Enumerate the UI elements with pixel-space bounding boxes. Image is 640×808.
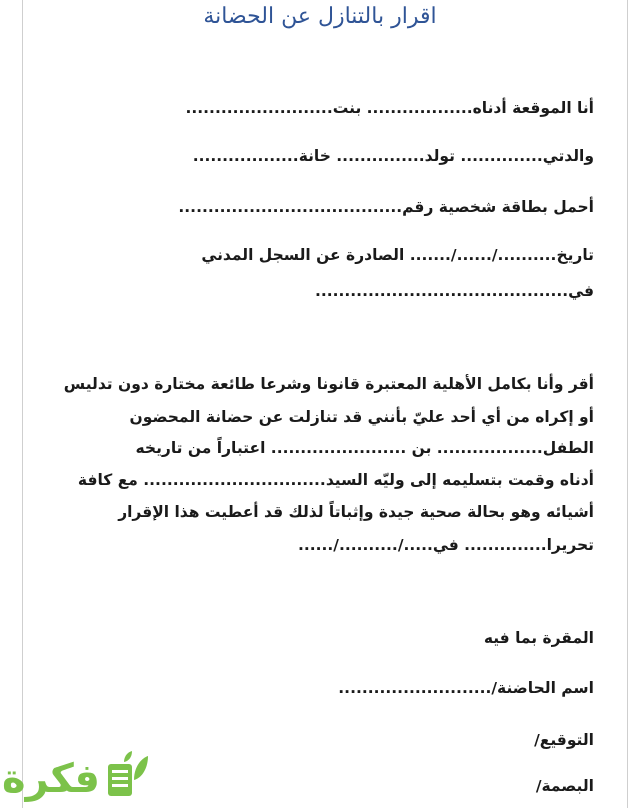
line-id-number: أحمل بطاقة شخصية رقم...................................... bbox=[178, 198, 594, 216]
line-signer-name: أنا الموقعة أدناه.................. بنت......................... bbox=[185, 99, 594, 117]
paragraph-line-3: الطفل.................. بن ....................... اعتباراً من تاريخه bbox=[135, 439, 594, 457]
fingerprint-field: البصمة/ bbox=[535, 777, 594, 795]
paragraph-line-1: أقر وأنا بكامل الأهلية المعتبرة قانونا وشرعا طائعة مختارة دون تدليس bbox=[63, 375, 594, 393]
custodian-name-field: اسم الحاضنة/.......................... bbox=[338, 679, 594, 697]
book-leaf-icon bbox=[104, 750, 150, 800]
document-title: اقرار بالتنازل عن الحضانة bbox=[203, 4, 437, 29]
paragraph-line-2: أو إكراه من أي أحد عليّ بأنني قد تنازلت عن حضانة المحضون bbox=[129, 408, 594, 426]
site-logo bbox=[0, 748, 160, 808]
paragraph-line-5: أشيائه وهو بحالة صحية جيدة وإثباتاً لذلك قد أعطيت هذا الإقرار bbox=[118, 503, 594, 521]
signature-field: التوقيع/ bbox=[534, 731, 594, 749]
acknowledger-label: المقرة بما فيه bbox=[483, 629, 594, 647]
page-border-left bbox=[22, 0, 23, 808]
page-border-right bbox=[627, 0, 628, 808]
paragraph-line-4: أدناه وقمت بتسليمه إلى وليّه السيد............................... مع كافة bbox=[77, 471, 594, 489]
line-id-date: تاريخ........../....../....... الصادرة عن السجل المدني bbox=[201, 246, 594, 264]
logo-text: فكرة bbox=[2, 756, 100, 802]
paragraph-line-6: تحريرا.............. في...../........../...... bbox=[297, 536, 594, 554]
line-id-place: في........................................... bbox=[314, 282, 594, 300]
line-mother-birth: والدتي.............. تولد............... خانة.................. bbox=[192, 147, 594, 165]
